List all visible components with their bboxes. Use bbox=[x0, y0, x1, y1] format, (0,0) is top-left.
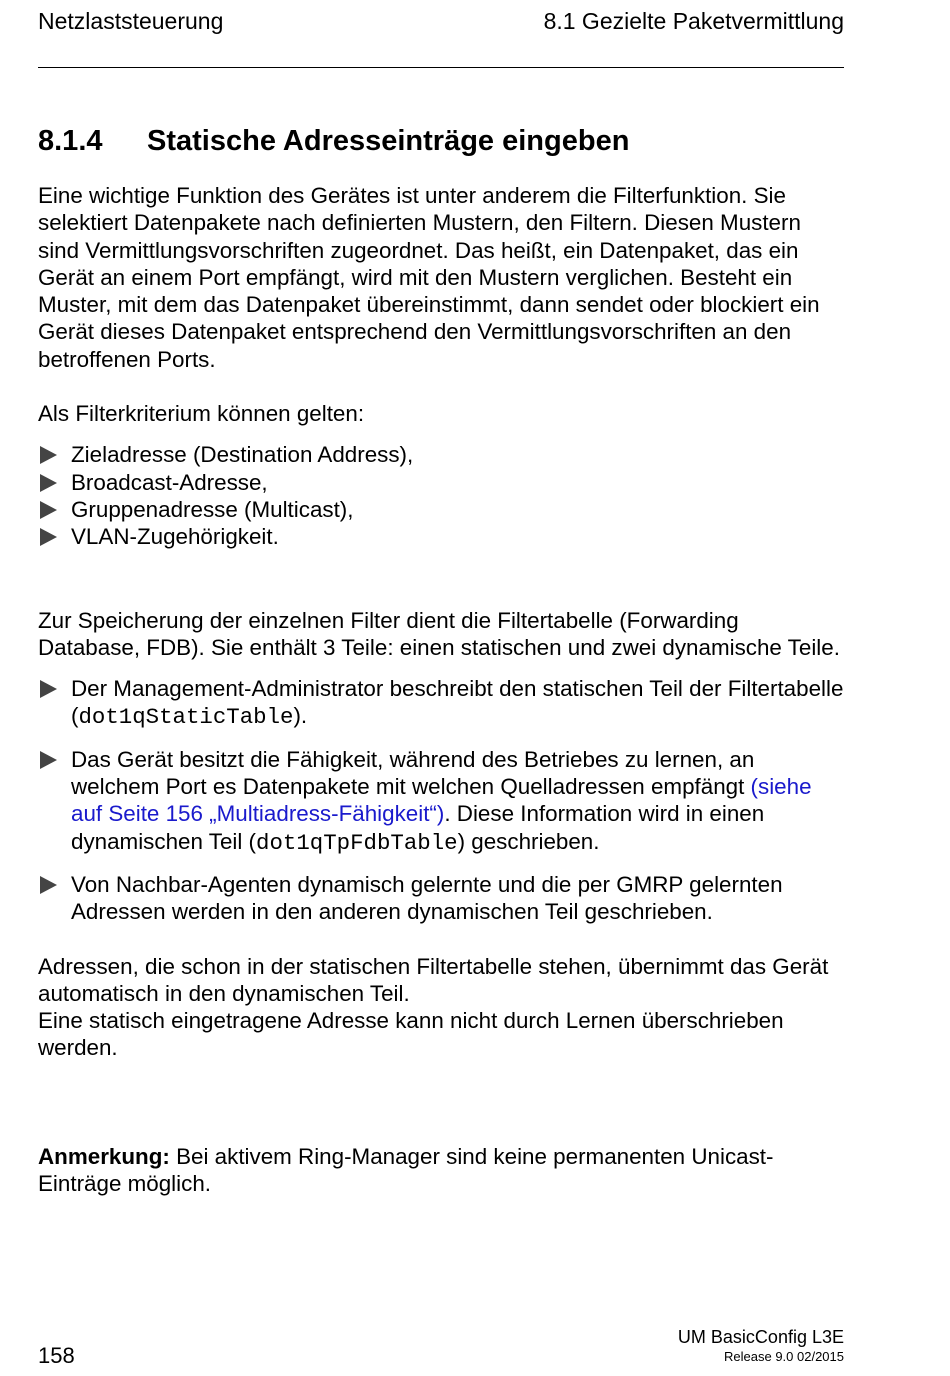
note-paragraph bbox=[38, 1143, 844, 1198]
triangle-bullet-icon bbox=[40, 528, 57, 546]
list-item: VLAN-Zugehörigkeit. bbox=[38, 523, 844, 550]
paragraph-criteria-intro: Als Filterkriterium können gelten: bbox=[38, 401, 365, 427]
note-label: Anmerkung: bbox=[38, 1143, 170, 1169]
list-item: Das Gerät besitzt die Fähigkeit, während des Betriebes zu lernen, an welchem Port es Datenpakete mit welchen Quelladressen empfängt (siehe auf Seite 156 „Multiadress-Fähigkeit“). Diese Information wird in einen dynamischen Teil (dot1qTpFdbTable) geschrieben. bbox=[38, 746, 844, 857]
page-content bbox=[38, 123, 844, 1197]
cross-reference-link[interactable]: (siehe auf Seite 156 „Multiadress-Fähigkeit“) bbox=[71, 774, 812, 827]
paragraph-no-overwrite: Eine statisch eingetragene Adresse kann nicht durch Lernen überschrieben werden. bbox=[38, 1008, 784, 1061]
triangle-bullet-icon bbox=[40, 501, 57, 519]
criteria-list bbox=[38, 441, 844, 550]
list-item: Broadcast-Adresse, bbox=[38, 469, 844, 496]
filter-table-parts-list bbox=[38, 675, 844, 925]
triangle-bullet-icon bbox=[40, 751, 57, 769]
list-item: Der Management-Administrator beschreibt den statischen Teil der Filtertabelle (dot1qStaticTable). bbox=[38, 675, 844, 732]
section-title: Statische Adresseinträge eingeben bbox=[147, 125, 630, 157]
page-number: 158 bbox=[38, 1343, 75, 1368]
triangle-bullet-icon bbox=[40, 876, 57, 894]
section-heading bbox=[38, 123, 844, 159]
running-header-section: 8.1 Gezielte Paketvermittlung bbox=[543, 8, 844, 34]
list-item: Gruppenadresse (Multicast), bbox=[38, 496, 844, 523]
section-number: 8.1.4 bbox=[38, 125, 103, 157]
paragraph-filter-table: Zur Speicherung der einzelnen Filter dient die Filtertabelle (Forwarding Database, FDB). Sie enthält 3 Teile: einen statischen und zwei dynamische Teile. bbox=[38, 607, 840, 660]
header-divider bbox=[38, 67, 844, 68]
paragraph-filter-function: Eine wichtige Funktion des Gerätes ist unter anderem die Filterfunktion. Sie selektiert Datenpakete nach definierten Mustern, den Filtern. Diesen Mustern sind Vermittlungsvorschriften zugeordnet. Das heißt, ein Datenpaket, das ein Gerät an einem Port empfängt, wird mit den Mustern verglichen. Besteht ein Muster, mit dem das Datenpaket übereinstimmt, dann sendet oder blockiert ein Gerät dieses Datenpaket entsprechend den Vermittlungsvorschriften an den betroffenen Ports. bbox=[38, 183, 820, 372]
footer-release: Release 9.0 02/2015 bbox=[724, 1349, 844, 1364]
paragraph-static-addresses: Adressen, die schon in der statischen Filtertabelle stehen, übernimmt das Gerät automatisch in den dynamischen Teil. bbox=[38, 953, 829, 1006]
triangle-bullet-icon bbox=[40, 446, 57, 464]
triangle-bullet-icon bbox=[40, 680, 57, 698]
code-dot1qStaticTable: dot1qStaticTable bbox=[78, 704, 294, 731]
code-dot1qTpFdbTable: dot1qTpFdbTable bbox=[256, 829, 458, 856]
list-item: Von Nachbar-Agenten dynamisch gelernte und die per GMRP gelernten Adressen werden in den anderen dynamischen Teil geschrieben. bbox=[38, 871, 844, 926]
running-header-chapter: Netzlaststeuerung bbox=[38, 8, 224, 34]
triangle-bullet-icon bbox=[40, 474, 57, 492]
footer-document-title: UM BasicConfig L3E bbox=[677, 1327, 844, 1347]
list-item: Zieladresse (Destination Address), bbox=[38, 441, 844, 468]
note-text: Bei aktivem Ring-Manager sind keine permanenten Unicast-Einträge möglich. bbox=[38, 1143, 774, 1197]
